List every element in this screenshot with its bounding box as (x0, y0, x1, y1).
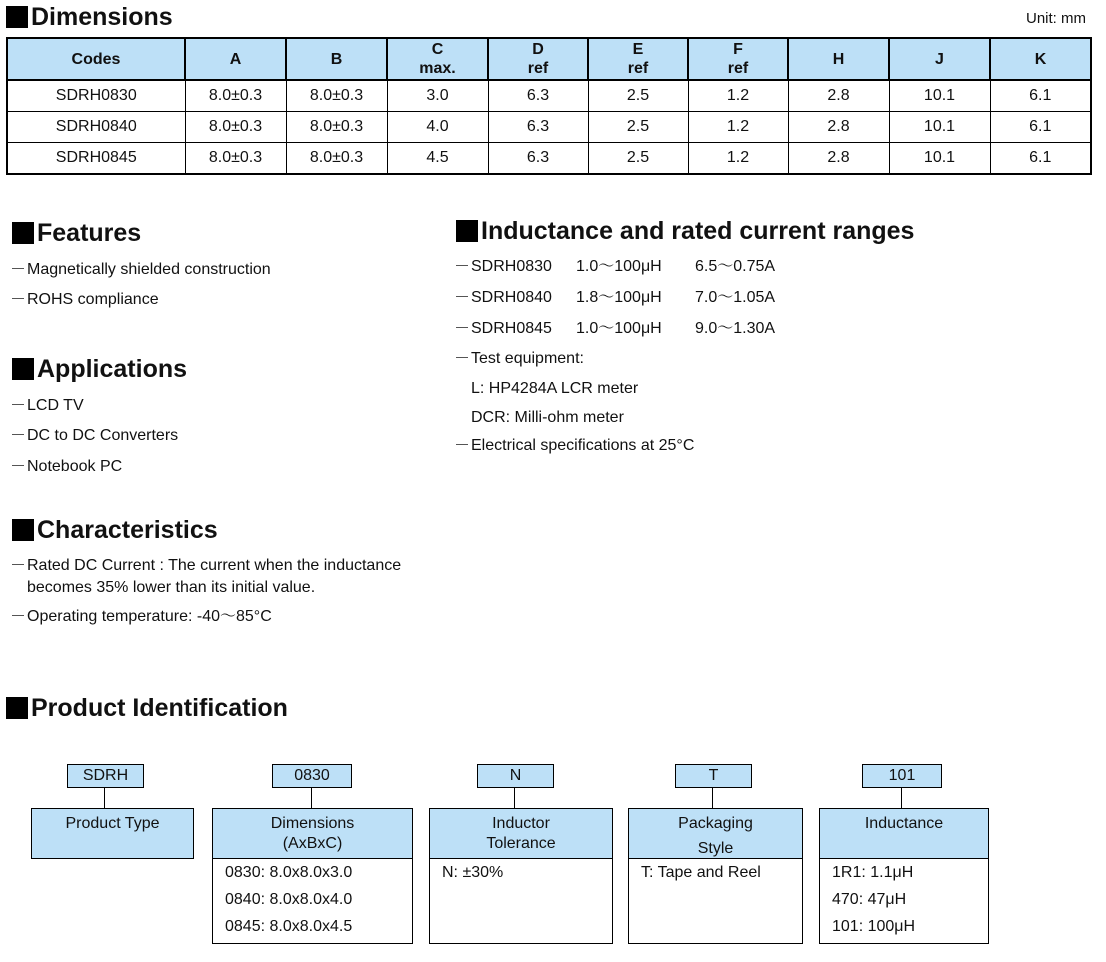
header-a: A (185, 38, 286, 80)
dash-icon (456, 296, 468, 297)
desc-head: Inductance (820, 809, 988, 859)
header-j: J (889, 38, 990, 80)
dash-icon (456, 327, 468, 328)
unit-label: Unit: mm (1026, 10, 1086, 27)
table-cell: 6.1 (990, 143, 1091, 175)
dash-icon (12, 615, 24, 616)
desc-line: N: ±30% (442, 864, 504, 881)
desc-line: 0845: 8.0x8.0x4.5 (225, 918, 353, 935)
list-item: LCD TV (12, 395, 84, 417)
dash-icon (12, 465, 24, 466)
desc-line: 0840: 8.0x8.0x4.0 (225, 891, 353, 908)
table-cell: 2.5 (588, 143, 688, 175)
table-cell: 10.1 (889, 143, 990, 175)
table-cell: 8.0±0.3 (286, 112, 387, 143)
header-k: K (990, 38, 1091, 80)
connector-line (712, 787, 713, 809)
table-cell: 2.8 (788, 112, 889, 143)
table-cell: 2.5 (588, 112, 688, 143)
table-cell: 8.0±0.3 (286, 80, 387, 112)
connector-line (514, 787, 515, 809)
black-square-icon (12, 519, 34, 541)
list-item: SDRH0845 1.0～100μH 9.0～1.30A (456, 318, 775, 340)
list-item: SDRH0840 1.8～100μH 7.0～1.05A (456, 287, 775, 309)
list-item: Notebook PC (12, 456, 122, 478)
list-item: ROHS compliance (12, 289, 159, 311)
desc-line: 1R1: 1.1μH (832, 864, 914, 881)
desc-head: Product Type (32, 809, 193, 858)
table-header-row (7, 38, 1091, 80)
table-cell: 2.8 (788, 143, 889, 175)
black-square-icon (456, 220, 478, 242)
desc-box-inductance (819, 808, 989, 944)
header-b: B (286, 38, 387, 80)
table-row (7, 112, 1091, 143)
table-cell: 8.0±0.3 (185, 80, 286, 112)
black-square-icon (6, 6, 28, 28)
desc-line: 470: 47μH (832, 891, 907, 908)
table-cell: SDRH0840 (7, 112, 185, 143)
list-item: SDRH0830 1.0～100μH 6.5～0.75A (456, 256, 775, 278)
dash-icon (12, 298, 24, 299)
dash-icon (456, 357, 468, 358)
applications-title: Applications (12, 354, 187, 384)
table-cell: 8.0±0.3 (185, 143, 286, 175)
table-cell: 10.1 (889, 112, 990, 143)
table-cell: 6.1 (990, 80, 1091, 112)
table-cell: 6.3 (488, 112, 588, 143)
connector-line (104, 787, 105, 809)
list-item: DC to DC Converters (12, 425, 178, 447)
table-cell: SDRH0845 (7, 143, 185, 175)
header-codes: Codes (7, 38, 185, 80)
dash-icon (456, 444, 468, 445)
table-cell: 2.5 (588, 80, 688, 112)
desc-line: 0830: 8.0x8.0x3.0 (225, 864, 353, 881)
table-cell: 8.0±0.3 (185, 112, 286, 143)
black-square-icon (6, 697, 28, 719)
black-square-icon (12, 358, 34, 380)
desc-head: Packaging Style (629, 809, 802, 859)
header-c: C max. (387, 38, 488, 80)
table-row (7, 143, 1091, 175)
table-cell: SDRH0830 (7, 80, 185, 112)
black-square-icon (12, 222, 34, 244)
dash-icon (12, 268, 24, 269)
table-cell: 4.0 (387, 112, 488, 143)
desc-line: 101: 100μH (832, 918, 916, 935)
code-box-dimensions: 0830 (272, 764, 352, 788)
connector-line (901, 787, 902, 809)
characteristics-title: Characteristics (12, 515, 218, 545)
table-cell: 6.3 (488, 143, 588, 175)
list-item: DCR: Milli-ohm meter (471, 409, 624, 426)
header-h: H (788, 38, 889, 80)
table-cell: 4.5 (387, 143, 488, 175)
desc-box-tolerance (429, 808, 613, 944)
list-item: Test equipment: (456, 348, 584, 370)
header-d: D ref (488, 38, 588, 80)
table-cell: 6.3 (488, 80, 588, 112)
code-box-tolerance: N (477, 764, 554, 788)
dash-icon (456, 265, 468, 266)
code-box-product-type: SDRH (67, 764, 144, 788)
desc-box-dimensions (212, 808, 413, 944)
header-e: E ref (588, 38, 688, 80)
list-item: Electrical specifications at 25°C (456, 435, 694, 457)
code-box-inductance: 101 (862, 764, 942, 788)
list-item: L: HP4284A LCR meter (471, 380, 639, 397)
table-cell: 1.2 (688, 143, 788, 175)
list-item: Magnetically shielded construction (12, 259, 271, 281)
dash-icon (12, 564, 24, 565)
table-cell: 8.0±0.3 (286, 143, 387, 175)
table-cell: 2.8 (788, 80, 889, 112)
desc-line: T: Tape and Reel (641, 864, 761, 881)
table-cell: 1.2 (688, 112, 788, 143)
desc-head: Dimensions (AxBxC) (213, 809, 412, 859)
features-title: Features (12, 218, 141, 248)
list-item: becomes 35% lower than its initial value. (27, 579, 316, 596)
desc-box-packaging (628, 808, 803, 944)
desc-box-product-type (31, 808, 194, 859)
desc-head: Inductor Tolerance (430, 809, 612, 859)
dash-icon (12, 404, 24, 405)
table-cell: 3.0 (387, 80, 488, 112)
inductance-title: Inductance and rated current ranges (456, 216, 914, 246)
table-cell: 1.2 (688, 80, 788, 112)
list-item: Rated DC Current : The current when the inductance (12, 555, 401, 577)
dash-icon (12, 434, 24, 435)
table-cell: 10.1 (889, 80, 990, 112)
list-item: Operating temperature: -40～85°C (12, 606, 272, 628)
code-box-packaging: T (675, 764, 752, 788)
connector-line (311, 787, 312, 809)
dimensions-table (6, 37, 1092, 175)
dimensions-title: Dimensions (6, 2, 173, 32)
header-f: F ref (688, 38, 788, 80)
table-cell: 6.1 (990, 112, 1091, 143)
table-row (7, 80, 1091, 112)
product-identification-title: Product Identification (6, 693, 288, 723)
